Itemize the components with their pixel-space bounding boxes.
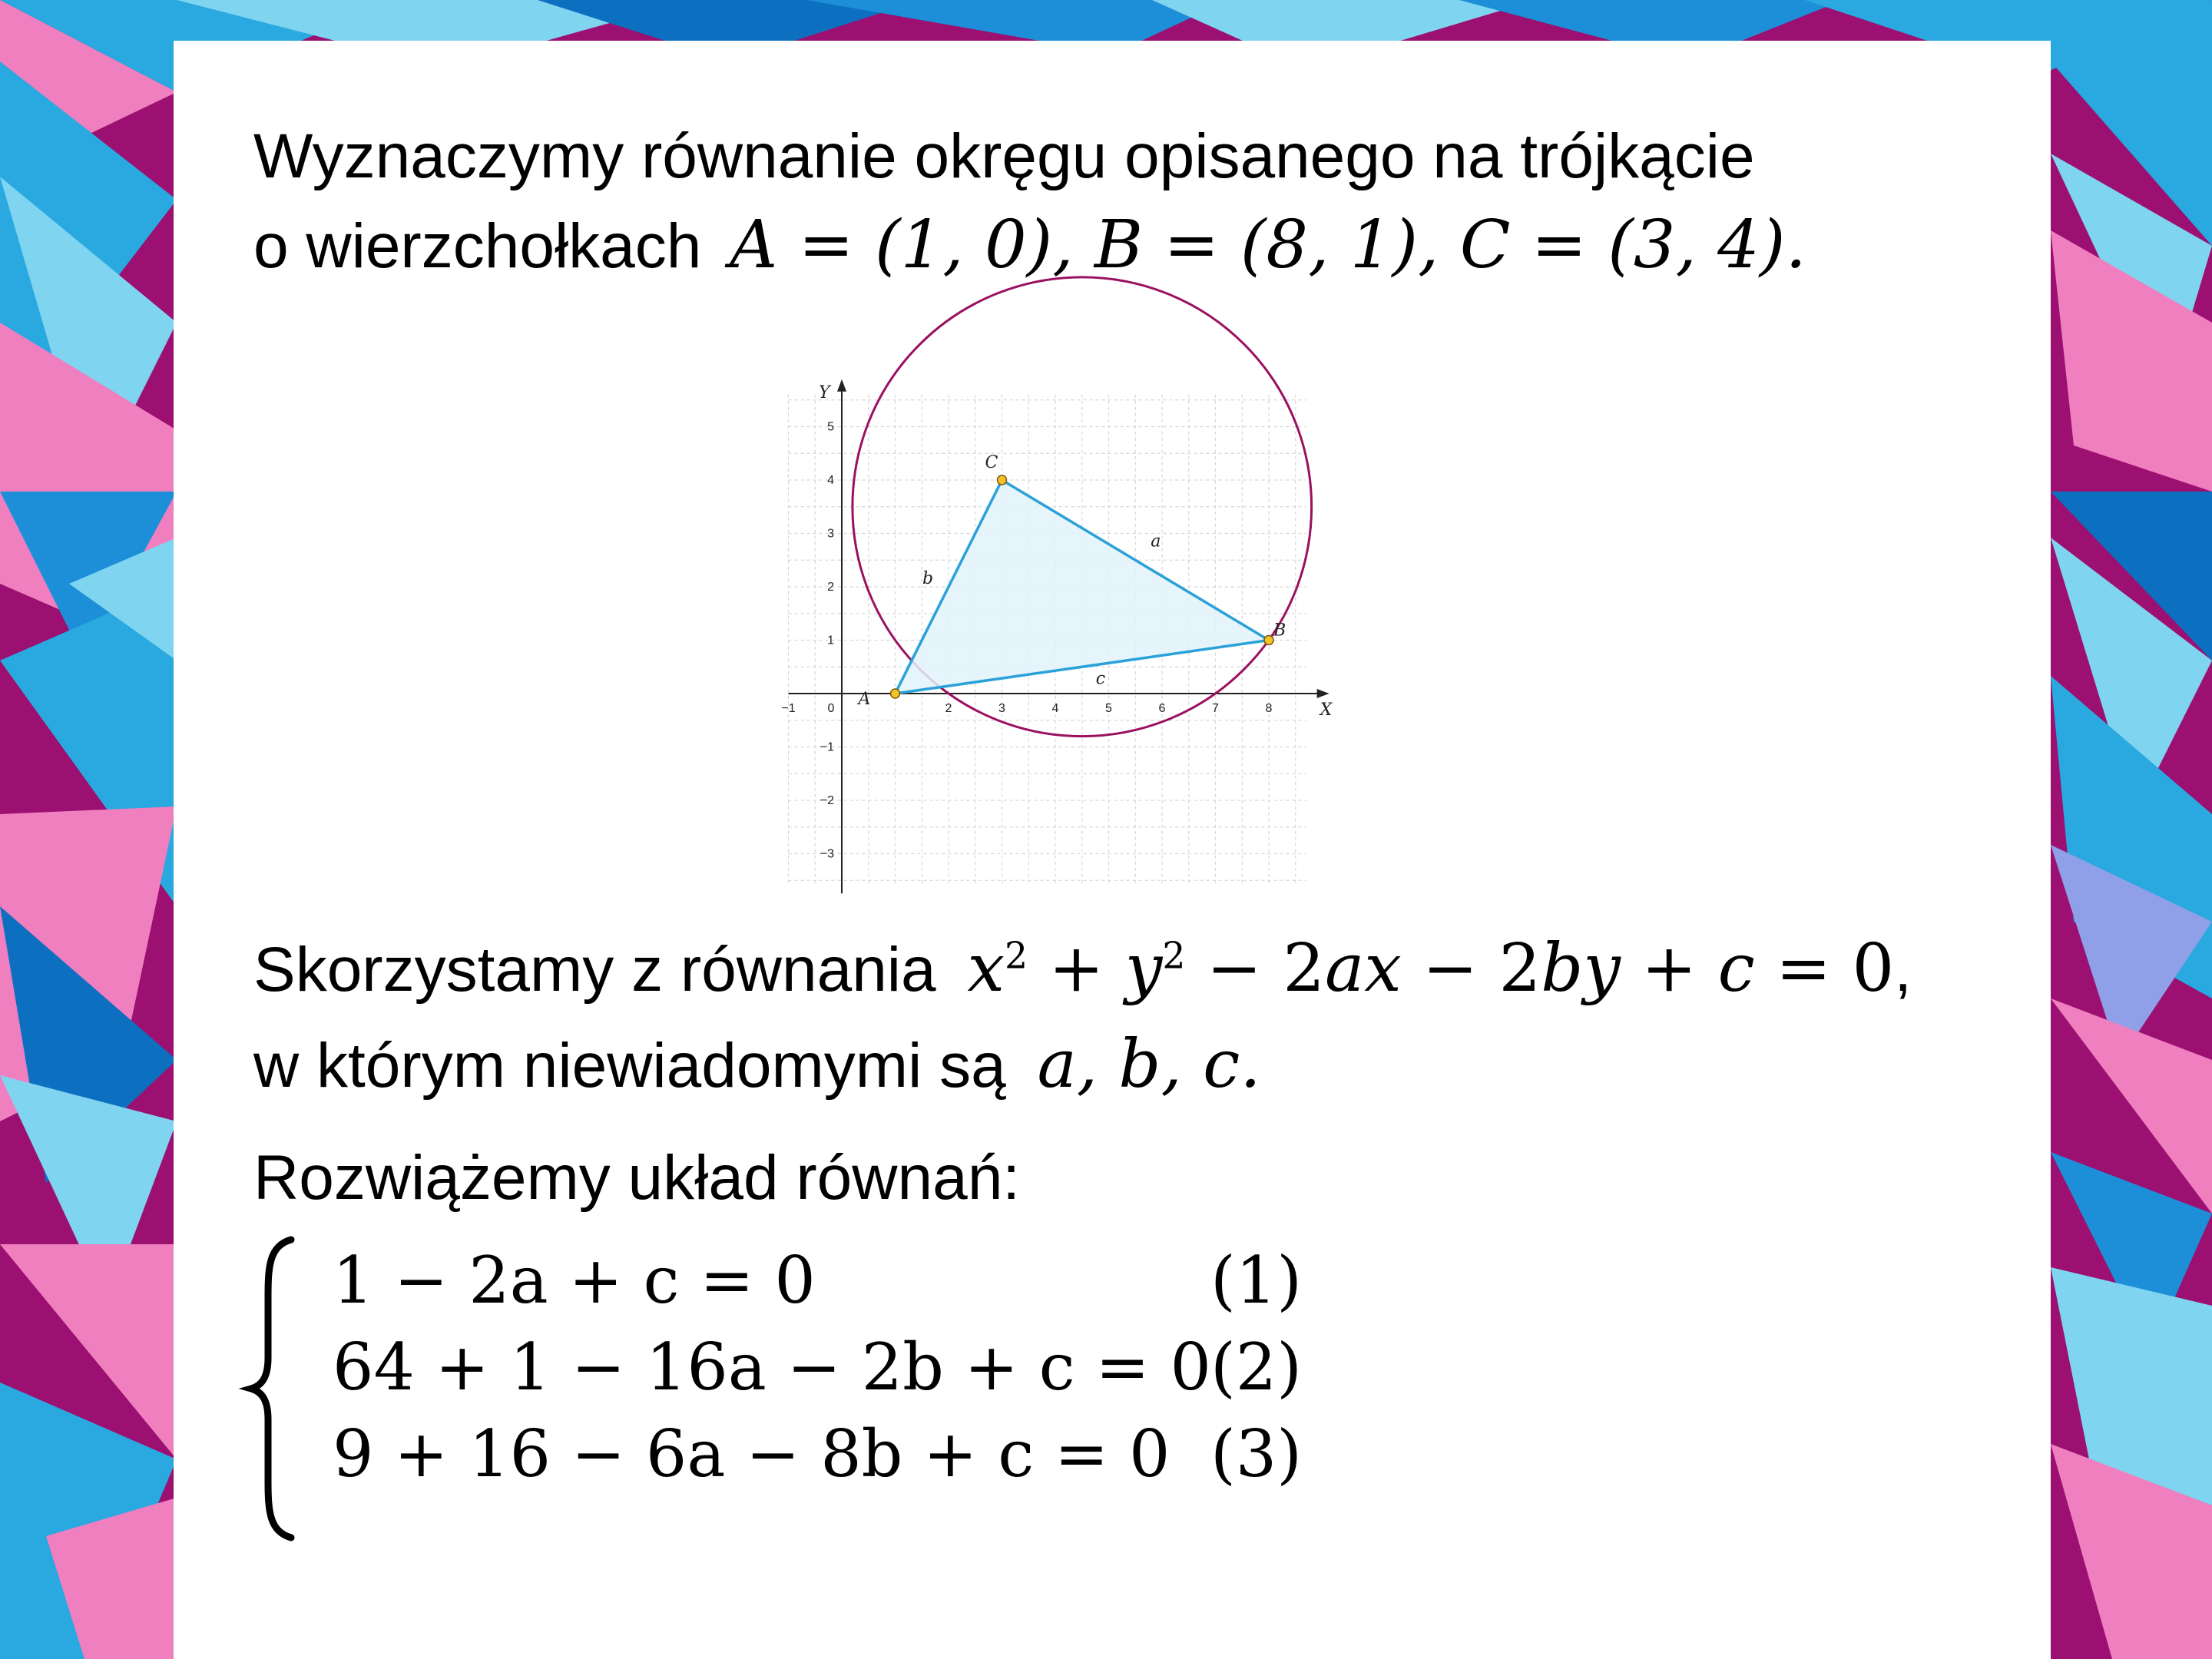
slide-content [174,41,2051,1659]
vertex-label-C: C [985,453,998,472]
intro-line-2-text: o wierzchołkach [253,211,702,281]
x-tick-label: 7 [1212,702,1219,715]
x-tick-label: 0 [827,702,835,715]
unknowns-math: a, b, c. [1037,1026,1261,1103]
vertex-C [998,475,1007,485]
equation-intro-text: Skorzystamy z równania [253,935,936,1005]
vertices-math: A = (1, 0), B = (8, 1), C = (3, 4). [730,207,1806,283]
side-label-b: b [922,569,934,588]
x-tick-label: 5 [1105,702,1112,715]
intro-line-2 [253,207,1806,283]
unknowns-text: w którym niewiadomymi są [253,1031,1006,1101]
y-tick-label: −3 [820,847,834,861]
side-label-c: c [1095,669,1106,689]
x-axis-label: X [1320,700,1333,720]
side-label-a: a [1151,531,1161,551]
vertex-label-B: B [1273,621,1286,641]
unknowns-line [253,1026,1261,1103]
system-brace [247,1235,300,1542]
x-tick-label: 8 [1265,702,1273,715]
vertex-B [1264,636,1273,645]
y-tick-label: −2 [820,794,834,807]
y-tick-label: 3 [827,527,834,541]
vertex-A [891,689,900,698]
x-tick-label: 6 [1158,702,1166,715]
y-tick-label: 4 [827,474,834,487]
y-axis-arrow [837,379,846,392]
vertex-label-A: A [858,690,871,709]
intro-line-1: Wyznaczymy równanie okręgu opisanego na trójkącie [253,121,1755,191]
system-label-2: (2) [1210,1330,1302,1405]
equation-comma: , [1894,935,1912,1005]
x-tick-label: 2 [945,702,952,715]
system-equation-2: 64 + 1 − 16a − 2b + c = 0 [333,1330,1211,1405]
x-tick-label: 3 [998,702,1005,715]
y-tick-label: 5 [827,420,834,434]
x-tick-label: −1 [781,702,796,715]
y-axis-label: Y [819,382,830,402]
y-tick-label: 1 [827,634,834,647]
x-tick-label: 4 [1051,702,1059,715]
x-axis-arrow [1317,689,1330,698]
y-tick-label: −1 [820,740,834,754]
system-label-1: (1) [1210,1243,1302,1318]
system-equation-3: 9 + 16 − 6a − 8b + c = 0 [333,1416,1171,1492]
equation-line [253,930,1912,1007]
solve-heading: Rozwiążemy układ równań: [253,1143,1021,1213]
system-label-3: (3) [1210,1416,1302,1492]
y-tick-label: 2 [827,581,834,594]
system-equation-1: 1 − 2a + c = 0 [333,1243,816,1318]
circumcircle-figure [781,333,1533,905]
circle-general-equation: $x^2 + y^2 - 2ax - 2by + c = 0$ [967,930,1895,1007]
